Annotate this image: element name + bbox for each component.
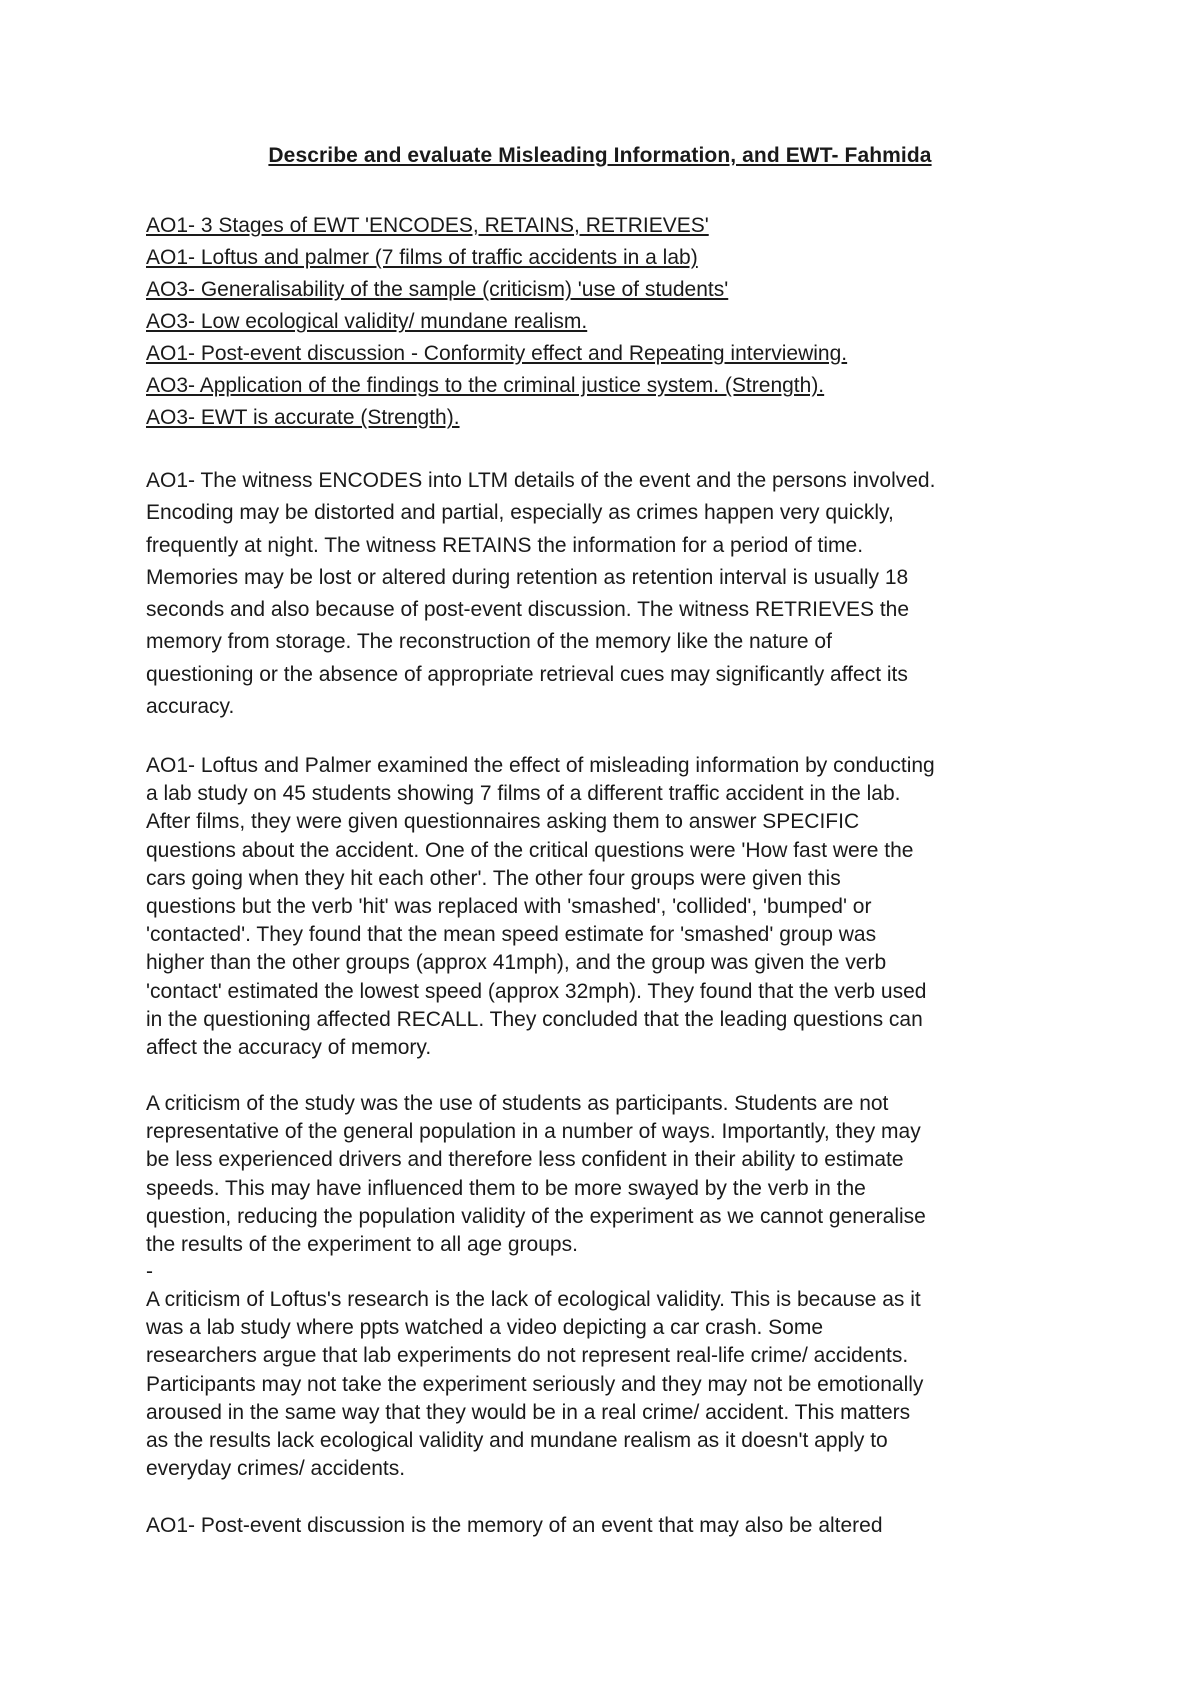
document-title: Describe and evaluate Misleading Information, and EWT- Fahmida bbox=[268, 144, 932, 167]
paragraph-post-event-discussion: AO1- Post-event discussion is the memory of an event that may also be altered bbox=[146, 1514, 883, 1537]
outline-item: AO1- 3 Stages of EWT 'ENCODES, RETAINS, RETRIEVES' bbox=[146, 214, 709, 237]
essay-outline bbox=[146, 210, 847, 434]
outline-item: AO3- EWT is accurate (Strength). bbox=[146, 406, 460, 429]
separator-dash: - bbox=[146, 1260, 153, 1283]
outline-item: AO3- Generalisability of the sample (criticism) 'use of students' bbox=[146, 278, 729, 301]
outline-item: AO3- Application of the findings to the criminal justice system. (Strength). bbox=[146, 374, 825, 397]
outline-item: AO3- Low ecological validity/ mundane realism. bbox=[146, 310, 588, 333]
outline-item: AO1- Post-event discussion - Conformity effect and Repeating interviewing. bbox=[146, 342, 848, 365]
paragraph-ewt-stages: AO1- The witness ENCODES into LTM details of the event and the persons involved. Encoding may be distorted and partial, especially as crimes happen very quickly, frequently at night. The witness RETAINS the information for a period of time. Memories may be lost or altered during retention as retention interval is usually 18 seconds and also because of post-event discussion. The witness RETRIEVES the memory from storage. The reconstruction of the memory like the nature of questioning or the absence of appropriate retrieval cues may significantly affect its accuracy. bbox=[146, 469, 936, 719]
paragraph-ecological-validity: A criticism of Loftus's research is the lack of ecological validity. This is because as it was a lab study where ppts watched a video depicting a car crash. Some researchers argue that lab experiments do not represent real-life crime/ accidents. Participants may not take the experiment seriously and they may not be emotionally aroused in the same way that they would be in a real crime/ accident. This matters as the results lack ecological validity and mundane realism as it doesn't apply to everyday crimes/ accidents. bbox=[146, 1288, 924, 1481]
paragraph-sample-criticism: A criticism of the study was the use of students as participants. Students are not representative of the general population in a number of ways. Importantly, they may be less experienced drivers and therefore less confident in their ability to estimate speeds. This may have influenced them to be more swayed by the verb in the question, reducing the population validity of the experiment as we cannot generalise the results of the experiment to all age groups. bbox=[146, 1092, 926, 1257]
paragraph-loftus-palmer: AO1- Loftus and Palmer examined the effect of misleading information by conducting a lab study on 45 students showing 7 films of a different traffic accident in the lab. After films, they were given questionnaires asking them to answer SPECIFIC questions about the accident. One of the critical questions were 'How fast were the cars going when they hit each other'. The other four groups were given this questions but the verb 'hit' was replaced with 'smashed', 'collided', 'bumped' or 'contacted'. They found that the mean speed estimate for 'smashed' group was higher than the other groups (approx 41mph), and the group was given the verb 'contact' estimated the lowest speed (approx 32mph). They found that the verb used in the questioning affected RECALL. They concluded that the leading questions can affect the accuracy of memory. bbox=[146, 754, 935, 1060]
outline-item: AO1- Loftus and palmer (7 films of traffic accidents in a lab) bbox=[146, 246, 698, 269]
